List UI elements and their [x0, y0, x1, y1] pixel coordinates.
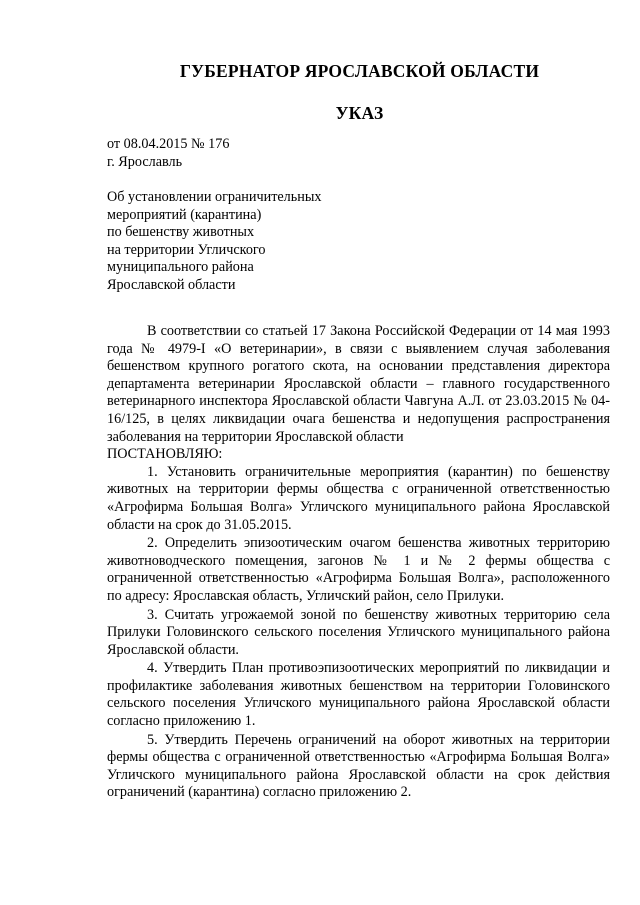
decree-body	[107, 323, 610, 802]
decree-item-1: 1. Установить ограничительные мероприятия (карантин) по бешенству животных на территории фермы общества с ограниченной ответственностью «Агрофирма Большая Волга» Угличского муниципального района Ярославской области на срок до 31.05.2015.	[107, 463, 610, 533]
decree-item-3: 3. Считать угрожаемой зоной по бешенству животных территорию села Прилуки Головинского сельского поселения Угличского муниципального района Ярославской области.	[107, 606, 610, 658]
decree-item-2: 2. Определить эпизоотическим очагом бешенства животных территорию животноводческого помещения, загонов № 1 и № 2 фермы общества с ограниченной ответственностью «Агрофирма Большая Волга», расположенного по адресу: Ярославская область, Угличский район, село Прилуки.	[107, 535, 610, 604]
decree-heading: УКАЗ	[335, 103, 384, 123]
subject-line: мероприятий (карантина)	[107, 206, 262, 223]
decree-item-4: 4. Утвердить План противоэпизоотических мероприятий по ликвидации и профилактике заболевания животных бешенством на территории Головинского сельского поселения Угличского муниципального района Ярославской области согласно приложению 1.	[107, 660, 610, 730]
governor-heading: ГУБЕРНАТОР ЯРОСЛАВСКОЙ ОБЛАСТИ	[179, 61, 540, 81]
subject-line: Ярославской области	[107, 276, 236, 293]
subject-line: по бешенству животных	[107, 224, 255, 240]
decree-date-number: от 08.04.2015 № 176	[107, 136, 230, 152]
resolve-heading: ПОСТАНОВЛЯЮ:	[107, 446, 223, 463]
decree-city: г. Ярославль	[107, 153, 183, 170]
subject-line: на территории Угличского	[107, 241, 266, 258]
decree-meta	[107, 136, 229, 171]
subject-line: Об установлении ограничительных	[107, 189, 322, 205]
decree-subject	[107, 189, 321, 294]
decree-item-5: 5. Утвердить Перечень ограничений на оборот животных на территории фермы общества с ограниченной ответственностью «Агрофирма Большая Волга» Угличского муниципального района Ярославской области на срок действия ограничений (карантина) согласно приложению 2.	[107, 731, 610, 801]
preamble-paragraph: В соответствии со статьей 17 Закона Российской Федерации от 14 мая 1993 года № 4979-I «О ветеринарии», в связи с выявлением случая заболевания бешенством крупного рогатого скота, на основании представления директора департамента ветеринарии Ярославской области – главного государственного ветеринарного инспектора Ярославской области Чавгуна А.Л. от 23.03.2015 № 04-16/125, в целях ликвидации очага бешенства и недопущения распространения заболевания на территории Ярославской области	[107, 323, 610, 445]
subject-line: муниципального района	[107, 259, 254, 275]
